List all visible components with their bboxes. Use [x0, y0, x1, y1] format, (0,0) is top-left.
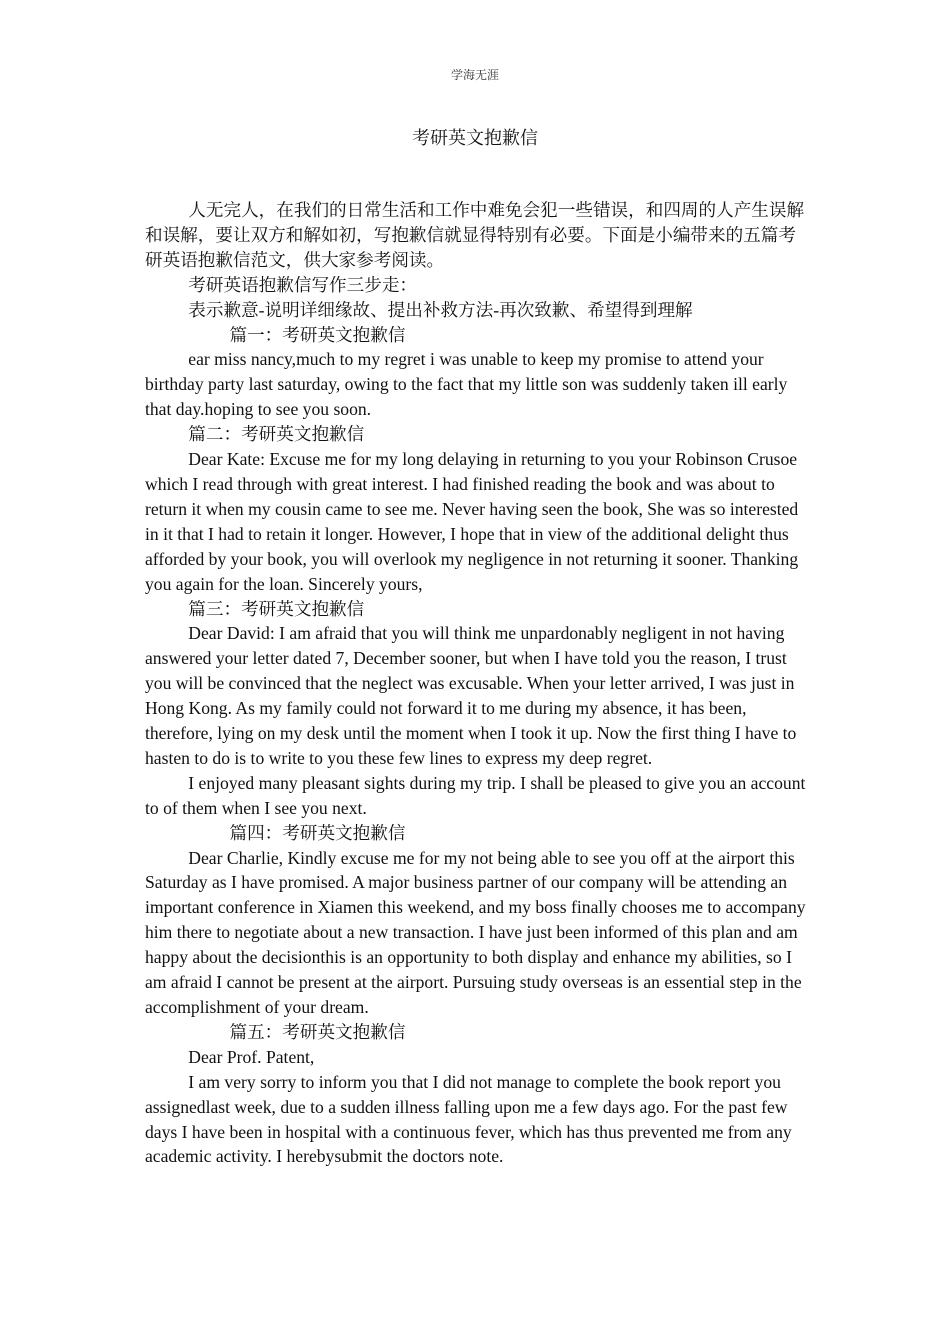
letter-5-body: I am very sorry to inform you that I did not manage to complete the book report you assignedlast week, due to a sudden illness falling upon me a few days ago. For the past few days I have been in hospital with a continuous fever, which has thus prevented me from any academic activity. I herebysubmit the doctors note. — [145, 1071, 792, 1167]
section-heading-1: 篇一：考研英文抱歉信 — [229, 324, 406, 345]
page-header: 学海无涯 — [450, 68, 499, 82]
letter-4-body: Dear Charlie, Kindly excuse me for my not being able to see you off at the airport this Saturday as I have promised. A major business partner of our company will be attending an important conference in Xiamen this weekend, and my boss finally chooses me to accompany him there to negotiate about a new transaction. I have just been informed of this plan and am happy about the decisionthis is an opportunity to both display and enhance my abilities, so I am afraid I cannot be present at the airport. Pursuing study overseas is an essential step in the accomplishment of your dream. — [145, 847, 806, 1017]
letter-3-body: Dear David: I am afraid that you will think me unpardonably negligent in not having answered your letter dated 7, December sooner, but when I have told you the reason, I trust you will be convinced that the neglect was excusable. When your letter arrived, I was just in Hong Kong. As my family could not forward it to me during my absence, it has been, therefore, lying on my desk until the moment when I took it up. Now the first thing I have to hasten to do is to write to you these few lines to express my deep regret. — [145, 623, 797, 768]
steps-heading: 考研英语抱歉信写作三步走： — [188, 274, 418, 295]
section-heading-5: 篇五：考研英文抱歉信 — [229, 1021, 406, 1042]
section-heading-4: 篇四：考研英文抱歉信 — [229, 822, 406, 843]
document-body — [145, 198, 810, 1169]
letter-1-body: ear miss nancy,much to my regret i was unable to keep my promise to attend your birthday party last saturday, owing to the fact that my little son was suddenly taken ill early that day.hoping to see you soon. — [145, 349, 788, 420]
section-heading-3: 篇三：考研英文抱歉信 — [188, 598, 365, 619]
letter-5-salutation: Dear Prof. Patent, — [188, 1046, 315, 1067]
letter-3-body-continued: I enjoyed many pleasant sights during my trip. I shall be pleased to give you an account to of them when I see you next. — [145, 772, 806, 818]
document-title: 考研英文抱歉信 — [412, 128, 538, 148]
section-heading-2: 篇二：考研英文抱歉信 — [188, 424, 365, 445]
letter-2-body: Dear Kate: Excuse me for my long delaying in returning to you your Robinson Crusoe which I read through with great interest. I had finished reading the book and was about to return it when my cousin came to see me. Never having seen the book, She was so interested in it that I had to retain it longer. However, I hope that in view of the additional delight thus afforded by your book, you will overlook my negligence in not returning it sooner. Thanking you again for the loan. Sincerely yours, — [145, 449, 799, 594]
steps-list: 表示歉意-说明详细缘故、提出补救方法-再次致歉、希望得到理解 — [188, 299, 693, 320]
intro-paragraph: 人无完人，在我们的日常生活和工作中难免会犯一些错误，和四周的人产生误解和误解，要让双方和解如初，写抱歉信就显得特别有必要。下面是小编带来的五篇考研英语抱歉信范文，供大家参考阅读。 — [145, 200, 805, 270]
